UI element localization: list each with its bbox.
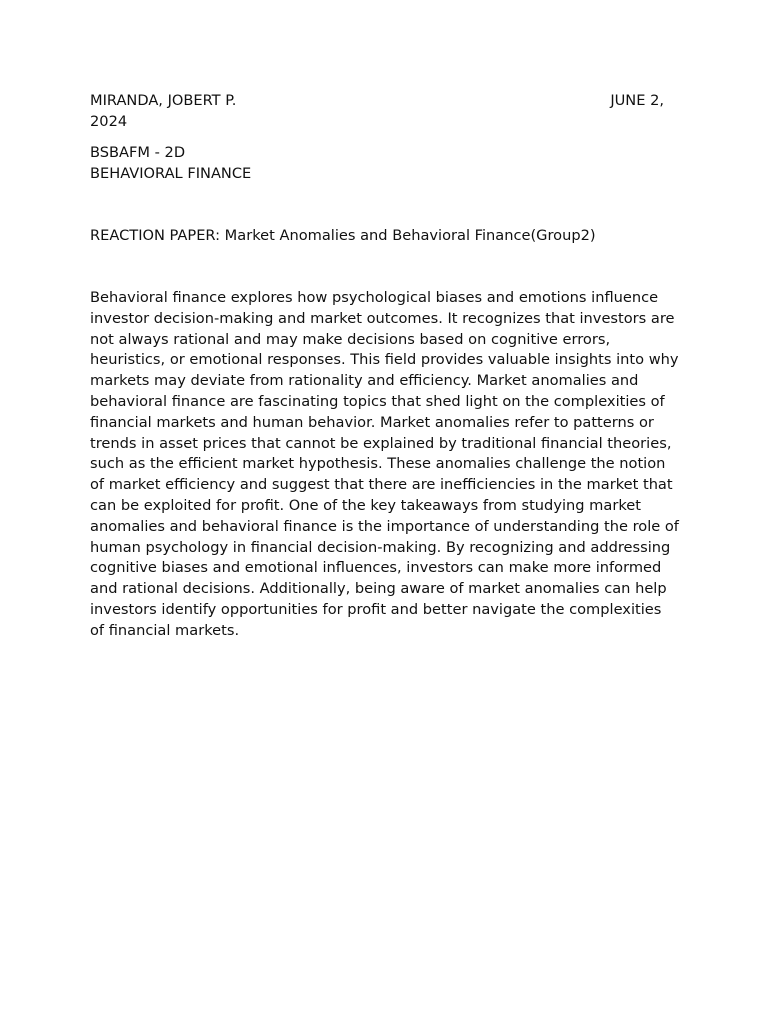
date-month-day: JUNE 2, <box>610 92 664 109</box>
course-section: BSBAFM - 2D <box>90 144 186 161</box>
author-name: MIRANDA, JOBERT P. <box>90 92 237 109</box>
header-line <box>90 91 664 112</box>
date-year: 2024 <box>90 113 128 130</box>
paper-title: REACTION PAPER: Market Anomalies and Behavioral Finance(Group2) <box>90 227 596 244</box>
body-paragraph: Behavioral finance explores how psychological biases and emotions influence investor decision-making and market outcomes. It recognizes that investors are not always rational and may make decisions based on cognitive errors, heuristics, or emotional responses. This field provides valuable insights into why markets may deviate from rationality and efficiency. Market anomalies and behavioral finance are fascinating topics that shed light on the complexities of financial markets and human behavior. Market anomalies refer to patterns or trends in asset prices that cannot be explained by traditional financial theories, such as the efficient market hypothesis. These anomalies challenge the notion of market efficiency and suggest that there are inefficiencies in the market that can be exploited for profit. One of the key takeaways from studying market anomalies and behavioral finance is the importance of understanding the role of human psychology in financial decision-making. By recognizing and addressing cognitive biases and emotional influences, investors can make more informed and rational decisions. Additionally, being aware of market anomalies can help investors identify opportunities for profit and better navigate the complexities of financial markets. <box>90 289 679 639</box>
subject-name: BEHAVIORAL FINANCE <box>90 165 252 182</box>
